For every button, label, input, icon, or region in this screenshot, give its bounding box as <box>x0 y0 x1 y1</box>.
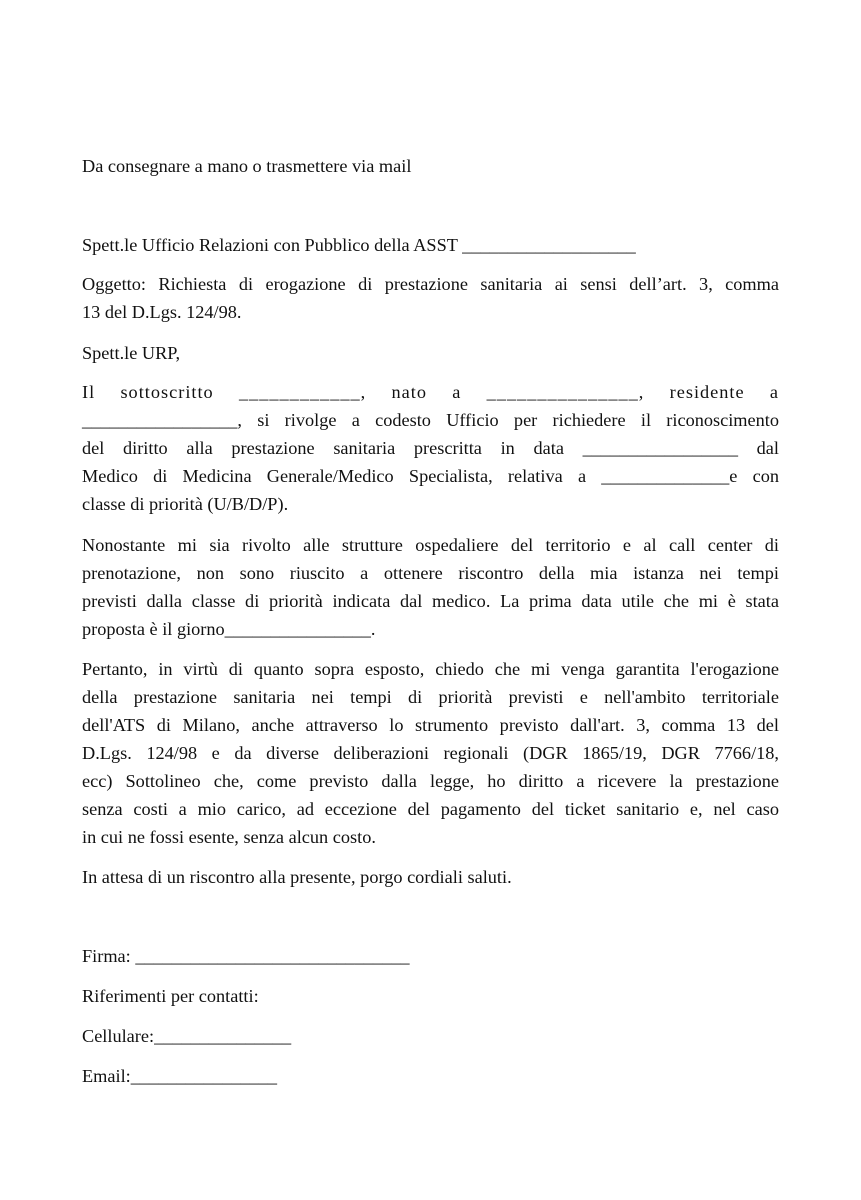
paragraph-claim <box>82 655 779 851</box>
contacts-heading: Riferimenti per contatti: <box>82 986 259 1006</box>
paragraph-line: _________________, si rivolge a codesto Ufficio per richiedere il riconoscimento <box>82 410 779 430</box>
recipient-line: Spett.le Ufficio Relazioni con Pubblico della ASST ___________________ <box>82 235 636 255</box>
paragraph-line: prenotazione, non sono riuscito a ottenere riscontro della mia istanza nei tempi <box>82 563 779 583</box>
delivery-note: Da consegnare a mano o trasmettere via mail <box>82 156 412 176</box>
paragraph-line: Nonostante mi sia rivolto alle strutture ospedaliere del territorio e al call center di <box>82 535 779 555</box>
subject-block <box>82 270 779 326</box>
paragraph-line: senza costi a mio carico, ad eccezione del pagamento del ticket sanitario e, nel caso <box>82 799 779 819</box>
paragraph-line: ecc) Sottolineo che, come previsto dalla legge, ho diritto a ricevere la prestazione <box>82 771 779 791</box>
paragraph-line: del diritto alla prestazione sanitaria prescritta in data _________________ dal <box>82 438 779 458</box>
paragraph-line: della prestazione sanitaria nei tempi di priorità previsti e nell'ambito territoriale <box>82 687 779 707</box>
subject-line-2: 13 del D.Lgs. 124/98. <box>82 302 242 322</box>
paragraph-attempt <box>82 531 779 643</box>
paragraph-line: Il sottoscritto ____________, nato a _______________, residente a <box>82 382 779 402</box>
signature-field: Firma: ______________________________ <box>82 946 410 966</box>
paragraph-line: previsti dalla classe di priorità indicata dal medico. La prima data utile che mi è stata <box>82 591 779 611</box>
paragraph-line: D.Lgs. 124/98 e da diverse deliberazioni regionali (DGR 1865/19, DGR 7766/18, <box>82 743 779 763</box>
paragraph-line: in cui ne fossi esente, senza alcun costo. <box>82 827 376 847</box>
paragraph-line: classe di priorità (U/B/D/P). <box>82 494 289 514</box>
paragraph-request <box>82 378 779 518</box>
email-field: Email:________________ <box>82 1066 277 1086</box>
paragraph-line: dell'ATS di Milano, anche attraverso lo strumento previsto dall'art. 3, comma 13 del <box>82 715 779 735</box>
subject-line-1: Oggetto: Richiesta di erogazione di prestazione sanitaria ai sensi dell’art. 3, comma <box>82 274 779 294</box>
paragraph-line: proposta è il giorno________________. <box>82 619 376 639</box>
paragraph-line: Pertanto, in virtù di quanto sopra esposto, chiedo che mi venga garantita l'erogazione <box>82 659 779 679</box>
paragraph-line: Medico di Medicina Generale/Medico Specialista, relativa a ______________e con <box>82 466 779 486</box>
phone-field: Cellulare:_______________ <box>82 1026 292 1046</box>
closing-line: In attesa di un riscontro alla presente, porgo cordiali saluti. <box>82 867 512 887</box>
salutation: Spett.le URP, <box>82 343 181 363</box>
